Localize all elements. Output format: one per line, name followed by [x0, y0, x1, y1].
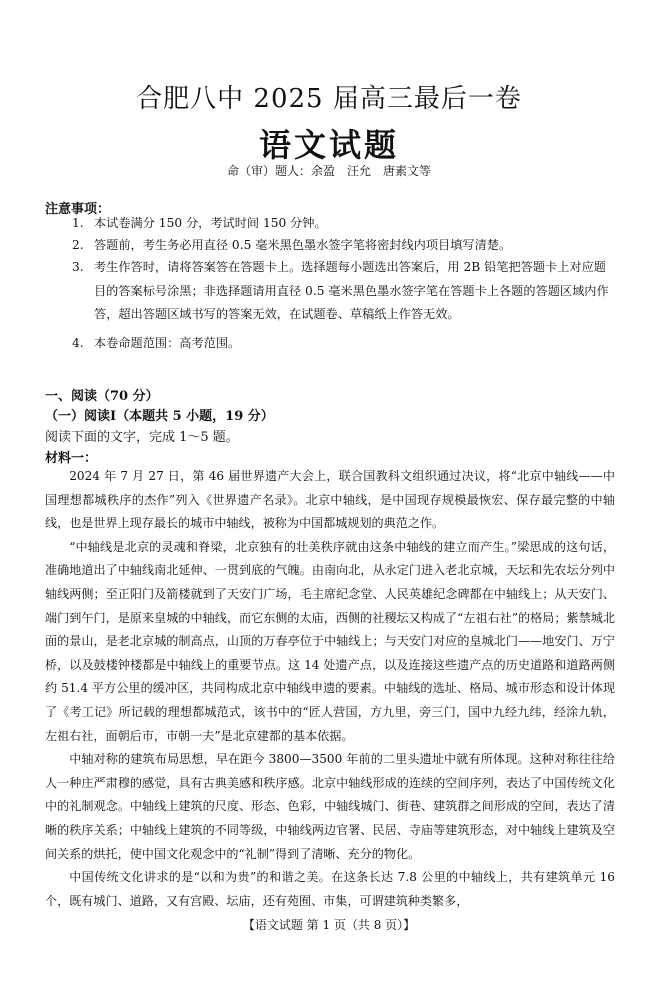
- subject-title: 语文试题: [258, 126, 399, 164]
- note-number: 1.: [72, 216, 84, 230]
- note-number: 3.: [72, 260, 84, 274]
- note-number: 4.: [72, 335, 84, 350]
- note-text: 考生作答时，请将答案答在答题卡上。选择题每小题选出答案后，用 2B 铅笔把答题卡上对应题目的答案标号涂黑；非选择题请用直径 0.5 毫米黑色墨水签字笔在答题卡上各题的答题区域内作答，超出答题区域书写的答案无效，在试题卷、草稿纸上作答无效。: [94, 260, 609, 321]
- page-footer: 【语文试题 第 1 页（共 8 页）】: [242, 918, 416, 932]
- passage-paragraph: 中国传统文化讲求的是“以和为贵”的和谐之美。在这条长达 7.8 公里的中轴线上，共有建筑单元 16 个，既有城门、道路，又有宫殿、坛庙，还有苑囿、市集，可谓建筑种类繁多，: [45, 870, 615, 908]
- material-label: 材料一：: [45, 451, 98, 466]
- authors-line: 命（审）题人：余盈 汪允 唐素文等: [226, 164, 431, 178]
- note-item: [72, 213, 617, 235]
- passage-paragraph: “中轴线是北京的灵魂和脊梁，北京独有的壮美秩序就由这条中轴线的建立而产生。”梁思成的这句话，准确地道出了中轴线南北延伸、一贯到底的气魄。由南向北，从永定门进入老北京城，天坛和先农坛分列中轴线两侧；至正阳门及箭楼就到了天安门广场，毛主席纪念堂、人民英雄纪念碑都在中轴线上；从天安门、端门到午门，是原来皇城的中轴线，而它东侧的太庙，西侧的社稷坛又构成了“左祖右社”的格局；紫禁城北面的景山，是老北京城的制高点，山顶的万春亭位于中轴线上；与天安门对应的皇城北门——地安门、万宁桥，以及鼓楼钟楼都是中轴线上的重要节点。这 14 处遗产点，以及连接这些遗产点的历史道路和道路两侧约 51.4 平方公里的缓冲区，共同构成北京中轴线申遗的要素。中轴线的选址、格局、城市形态和设计体现了《考工记》所记载的理想都城范式，该书中的“匠人营国，方九里，旁三门，国中九经九纬，经涂九轨，左祖右社，面朝后市，市朝一夫”是北京建都的基本依据。: [45, 539, 615, 743]
- section-heading: 一、阅读（70 分）: [45, 389, 159, 404]
- subsection-heading: （一）阅读Ⅰ（本题共 5 小题，19 分）: [45, 409, 274, 424]
- reading-passage: [45, 465, 615, 913]
- instruction-text: 阅读下面的文字，完成 1～5 题。: [45, 430, 239, 445]
- note-item: [72, 235, 617, 257]
- note-text: 本试卷满分 150 分，考试时间 150 分钟。: [94, 216, 327, 230]
- passage-paragraph: 2024 年 7 月 27 日，第 46 届世界遗产大会上，联合国教科文组织通过决议，将“北京中轴线——中国理想都城秩序的杰作”列入《世界遗产名录》。北京中轴线，是中国现存规模最恢宏、保存最完整的中轴线，也是世界上现存最长的城市中轴线，被称为中国都城规划的典范之作。: [45, 469, 615, 531]
- notes-list: [72, 213, 617, 354]
- note-number: 2.: [72, 237, 84, 252]
- note-text: 答题前，考生务必用直径 0.5 毫米黑色墨水签字笔将密封线内项目填写清楚。: [94, 237, 512, 252]
- notes-heading: 注意事项：: [45, 202, 111, 217]
- note-item: [72, 256, 617, 327]
- passage-paragraph: 中轴对称的建筑布局思想，早在距今 3800—3500 年前的二里头遗址中就有所体现。这种对称往往给人一种庄严肃穆的感觉，具有古典美感和秩序感。北京中轴线形成的连续的空间序列，表达了中国传统文化中的礼制观念。中轴线上建筑的尺度、形态、色彩，中轴线城门、街巷、建筑群之间形成的空间，表达了清晰的秩序关系；中轴线上建筑的不同等级，中轴线两边官署、民居、寺庙等建筑形态，对中轴线上建筑及空间关系的烘托，使中国文化观念中的“礼制”得到了清晰、充分的物化。: [45, 752, 615, 861]
- note-text: 本卷命题范围：高考范围。: [94, 335, 241, 350]
- exam-title: 合肥八中 2025 届高三最后一卷: [136, 84, 522, 114]
- note-item: [72, 333, 617, 355]
